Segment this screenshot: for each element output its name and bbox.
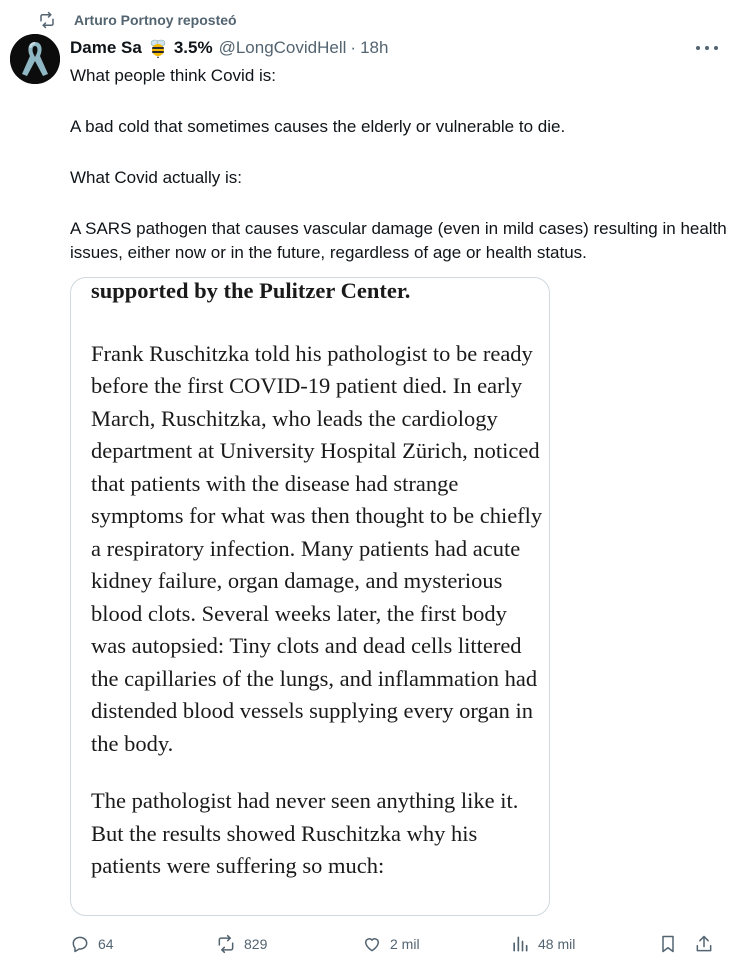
more-options-button[interactable] [696, 38, 718, 58]
article-paragraph: The pathologist had never seen anything like it. But the results showed Ruschitzka why his patients were suffering so much: [91, 788, 519, 878]
repost-icon [216, 934, 236, 954]
tweet-line: A SARS pathogen that causes vascular damage (even in mild cases) resulting in health issues, either now or in the future, regardless of age or health status. [70, 219, 727, 262]
article-heading: supported by the Pulitzer Center. [91, 278, 411, 303]
views-button[interactable] [510, 929, 575, 959]
article-paragraph: Frank Ruschitzka told his pathologist to be ready before the first COVID-19 patient died. In early March, Ruschitzka, who leads the cardiology department at University Hospital Zürich, noticed that patients with the disease had strange symptoms for what was then thought to be chiefly a respiratory infection. Many patients had acute kidney failure, organ damage, and mysterious blood clots. Several weeks later, the first body was autopsied: Tiny clots and dead cells littered the capillaries of the lungs, and inflammation had distended blood vessels supplying every organ in the body. [91, 340, 543, 756]
bee-emoji [148, 38, 168, 58]
tweet-line: A bad cold that sometimes causes the elderly or vulnerable to die. [70, 117, 566, 136]
repost-banner[interactable] [38, 10, 237, 30]
reply-count: 64 [98, 936, 114, 952]
repost-icon [38, 11, 56, 29]
views-chart-icon [510, 934, 530, 954]
avatar[interactable] [10, 34, 60, 84]
bookmark-button[interactable] [658, 929, 678, 959]
like-button[interactable] [362, 929, 420, 959]
repost-banner-text: Arturo Portnoy reposteó [74, 12, 237, 28]
share-button[interactable] [694, 929, 714, 959]
author-name[interactable]: Dame Sa [70, 38, 142, 57]
repost-button[interactable] [216, 929, 267, 959]
heart-icon [362, 934, 382, 954]
bookmark-icon [658, 934, 678, 954]
author-handle[interactable]: @LongCovidHell [218, 38, 347, 57]
reply-button[interactable] [70, 929, 114, 959]
more-dot-icon [714, 46, 718, 50]
awareness-ribbon-avatar [10, 34, 60, 84]
more-dot-icon [705, 46, 709, 50]
article-excerpt [91, 278, 547, 883]
tweet-line: What people think Covid is: [70, 66, 276, 85]
reply-icon [70, 934, 90, 954]
repost-count: 829 [244, 936, 268, 952]
tweet-media-image[interactable] [70, 277, 550, 916]
separator-dot: · [350, 38, 357, 57]
views-count: 48 mil [538, 936, 576, 952]
like-count: 2 mil [390, 936, 420, 952]
tweet-text [70, 64, 730, 265]
action-bar [70, 929, 720, 959]
tweet-line: What Covid actually is: [70, 168, 242, 187]
tweet-time[interactable]: 18h [360, 38, 389, 57]
author-badge-text: 3.5% [173, 38, 213, 57]
tweet-header [70, 36, 726, 60]
more-dot-icon [696, 46, 700, 50]
share-icon [694, 934, 714, 954]
